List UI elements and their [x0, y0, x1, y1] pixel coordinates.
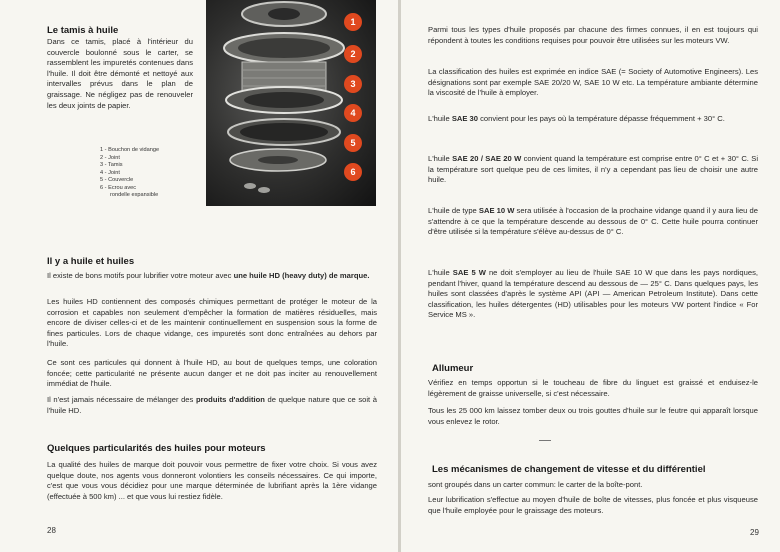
- section-huiles-title: Il y a huile et huiles: [47, 256, 135, 267]
- huiles-paragraph-3: Ce sont ces particules qui donnent à l'huile HD, au bout de quelques temps, une coloration foncée; cette particularité ne présente aucun danger et ne doit pas inciter au renouvellement immédiat de l'huile.: [47, 358, 377, 389]
- particularites-text: La qualité des huiles de marque doit pouvoir vous permettre de fixer votre choix. Si vous avez quelque doute, nos agents vous donneront volontiers les conseils nécessaires. Ce qui importe, c'est que vous vous décidiez pour une marque déterminée de lubrifiant après la 1ère vidange (effectuée à 500 km) ... et que vous lui restiez fidèle.: [47, 460, 377, 501]
- legend-item: 4 - Joint: [100, 169, 120, 176]
- huiles-paragraph-4: Il n'est jamais nécessaire de mélanger des produits d'addition de quelque nature que ce soit à l'huile HD.: [47, 395, 377, 415]
- allumeur-paragraph-1: Vérifiez en temps opportun si le toucheau de fibre du linguet est graissé et enduisez-le légèrement de graisse universelle, si c'est nécessaire.: [428, 378, 758, 398]
- allumeur-title: Allumeur: [432, 363, 474, 374]
- callout-2: 2: [344, 45, 362, 63]
- page-number-right: 29: [750, 528, 759, 537]
- right-paragraph-2: La classification des huiles est exprimée en indice SAE (= Society of Automotive Engineers). Les désignations sont par exemple SAE 20/20 W, SAE 10 W etc. La température ambiante détermine la viscosité de l'huile à employer.: [428, 67, 758, 98]
- sae10-paragraph: L'huile de type SAE 10 W sera utilisée à l'occasion de la prochaine vidange quand il y aura lieu de s'attendre à ce que la température descende au dessous de 0° C. Cette huile pourra continuer d'être utilisée si la température s'élève au-dessus de 0° C.: [428, 206, 758, 237]
- legend-item: 1 - Bouchon de vidange: [100, 147, 160, 153]
- callout-4: 4: [344, 104, 362, 122]
- callout-1: 1: [344, 13, 362, 31]
- right-paragraph-1: Parmi tous les types d'huile proposés par chacune des firmes connues, il en est toujours qui répondent à toutes les conditions requises pour pouvoir être utilisées sur les moteurs VW.: [428, 25, 758, 45]
- mecanismes-title: Les mécanismes de changement de vitesse et du différentiel: [432, 464, 706, 475]
- oil-strainer-photo: [206, 0, 376, 206]
- sae20-paragraph: L'huile SAE 20 / SAE 20 W convient quand la température est comprise entre 0° C et + 30° C. Si la température sort quelque peu de ces limites, il n'y a cependant pas lieu de choisir une autre huile.: [428, 154, 759, 185]
- legend-item: 6 - Ecrou avec: [100, 184, 137, 191]
- page-number-left: 28: [47, 526, 56, 535]
- mecanismes-paragraph-1: sont groupés dans un carter commun: le carter de la boîte-pont.: [428, 480, 643, 489]
- legend-item: 3 - Tamis: [100, 162, 123, 168]
- legend-item: rondelle expansible: [110, 192, 159, 198]
- huiles-paragraph-2: Les huiles HD contiennent des composés chimiques permettant de protéger le moteur de la corrosion et capables non seulement d'empêcher la formation de matières résiduelles, mais encore de diviser celles-ci et de les maintenir continuellement en suspension sous la forme de fines particules. Lors de chaque vidange, ces impuretés sont donc entraînées au dehors par l'huile.: [47, 297, 377, 349]
- section-divider: [539, 440, 551, 441]
- callout-3: 3: [344, 75, 362, 93]
- allumeur-paragraph-2: Tous les 25 000 km laissez tomber deux ou trois gouttes d'huile sur le feutre qui apparaît lorsque vous enlevez le rotor.: [428, 406, 758, 426]
- legend-item: 5 - Couvercle: [100, 177, 134, 183]
- callout-5: 5: [344, 134, 362, 152]
- sae30-paragraph: L'huile SAE 30 convient pour les pays où la température dépasse fréquemment + 30° C.: [428, 114, 725, 123]
- callout-6: 6: [344, 163, 362, 181]
- legend-item: 2 - Joint: [100, 154, 120, 161]
- mecanismes-paragraph-2: Leur lubrification s'effectue au moyen d'huile de boîte de vitesses, plus foncée et plus visqueuse que l'huile employée pour le graissage des moteurs.: [428, 495, 758, 515]
- tamis-title: Le tamis à huile: [47, 25, 119, 36]
- strainer-legend: [100, 147, 159, 200]
- tamis-text: Dans ce tamis, placé à l'intérieur du couvercle boulonné sous le carter, se rassemblent les impuretés contenues dans l'huile. Il doit être démonté et nettoyé aux intervalles prévus dans le plan de graissage. Ne négligez pas de renouveler les deux joints de papier.: [47, 37, 193, 110]
- sae5-paragraph: L'huile SAE 5 W ne doit s'employer au lieu de l'huile SAE 10 W que dans les pays nordiques, pendant l'hiver, quand la température descend au dessous de — 25° C. Dans quelques pays, les huiles sont classées d'après le système API (API — American Petroleum Institute). Dans cette classification, les huiles détergentes (HD) utilisables pour les moteurs VW portent l'indice « For Service MS ».: [428, 268, 758, 320]
- section-particularites-title: Quelques particularités des huiles pour moteurs: [47, 443, 266, 454]
- huiles-paragraph-1: Il existe de bons motifs pour lubrifier votre moteur avec une huile HD (heavy duty) de marque.: [47, 271, 370, 280]
